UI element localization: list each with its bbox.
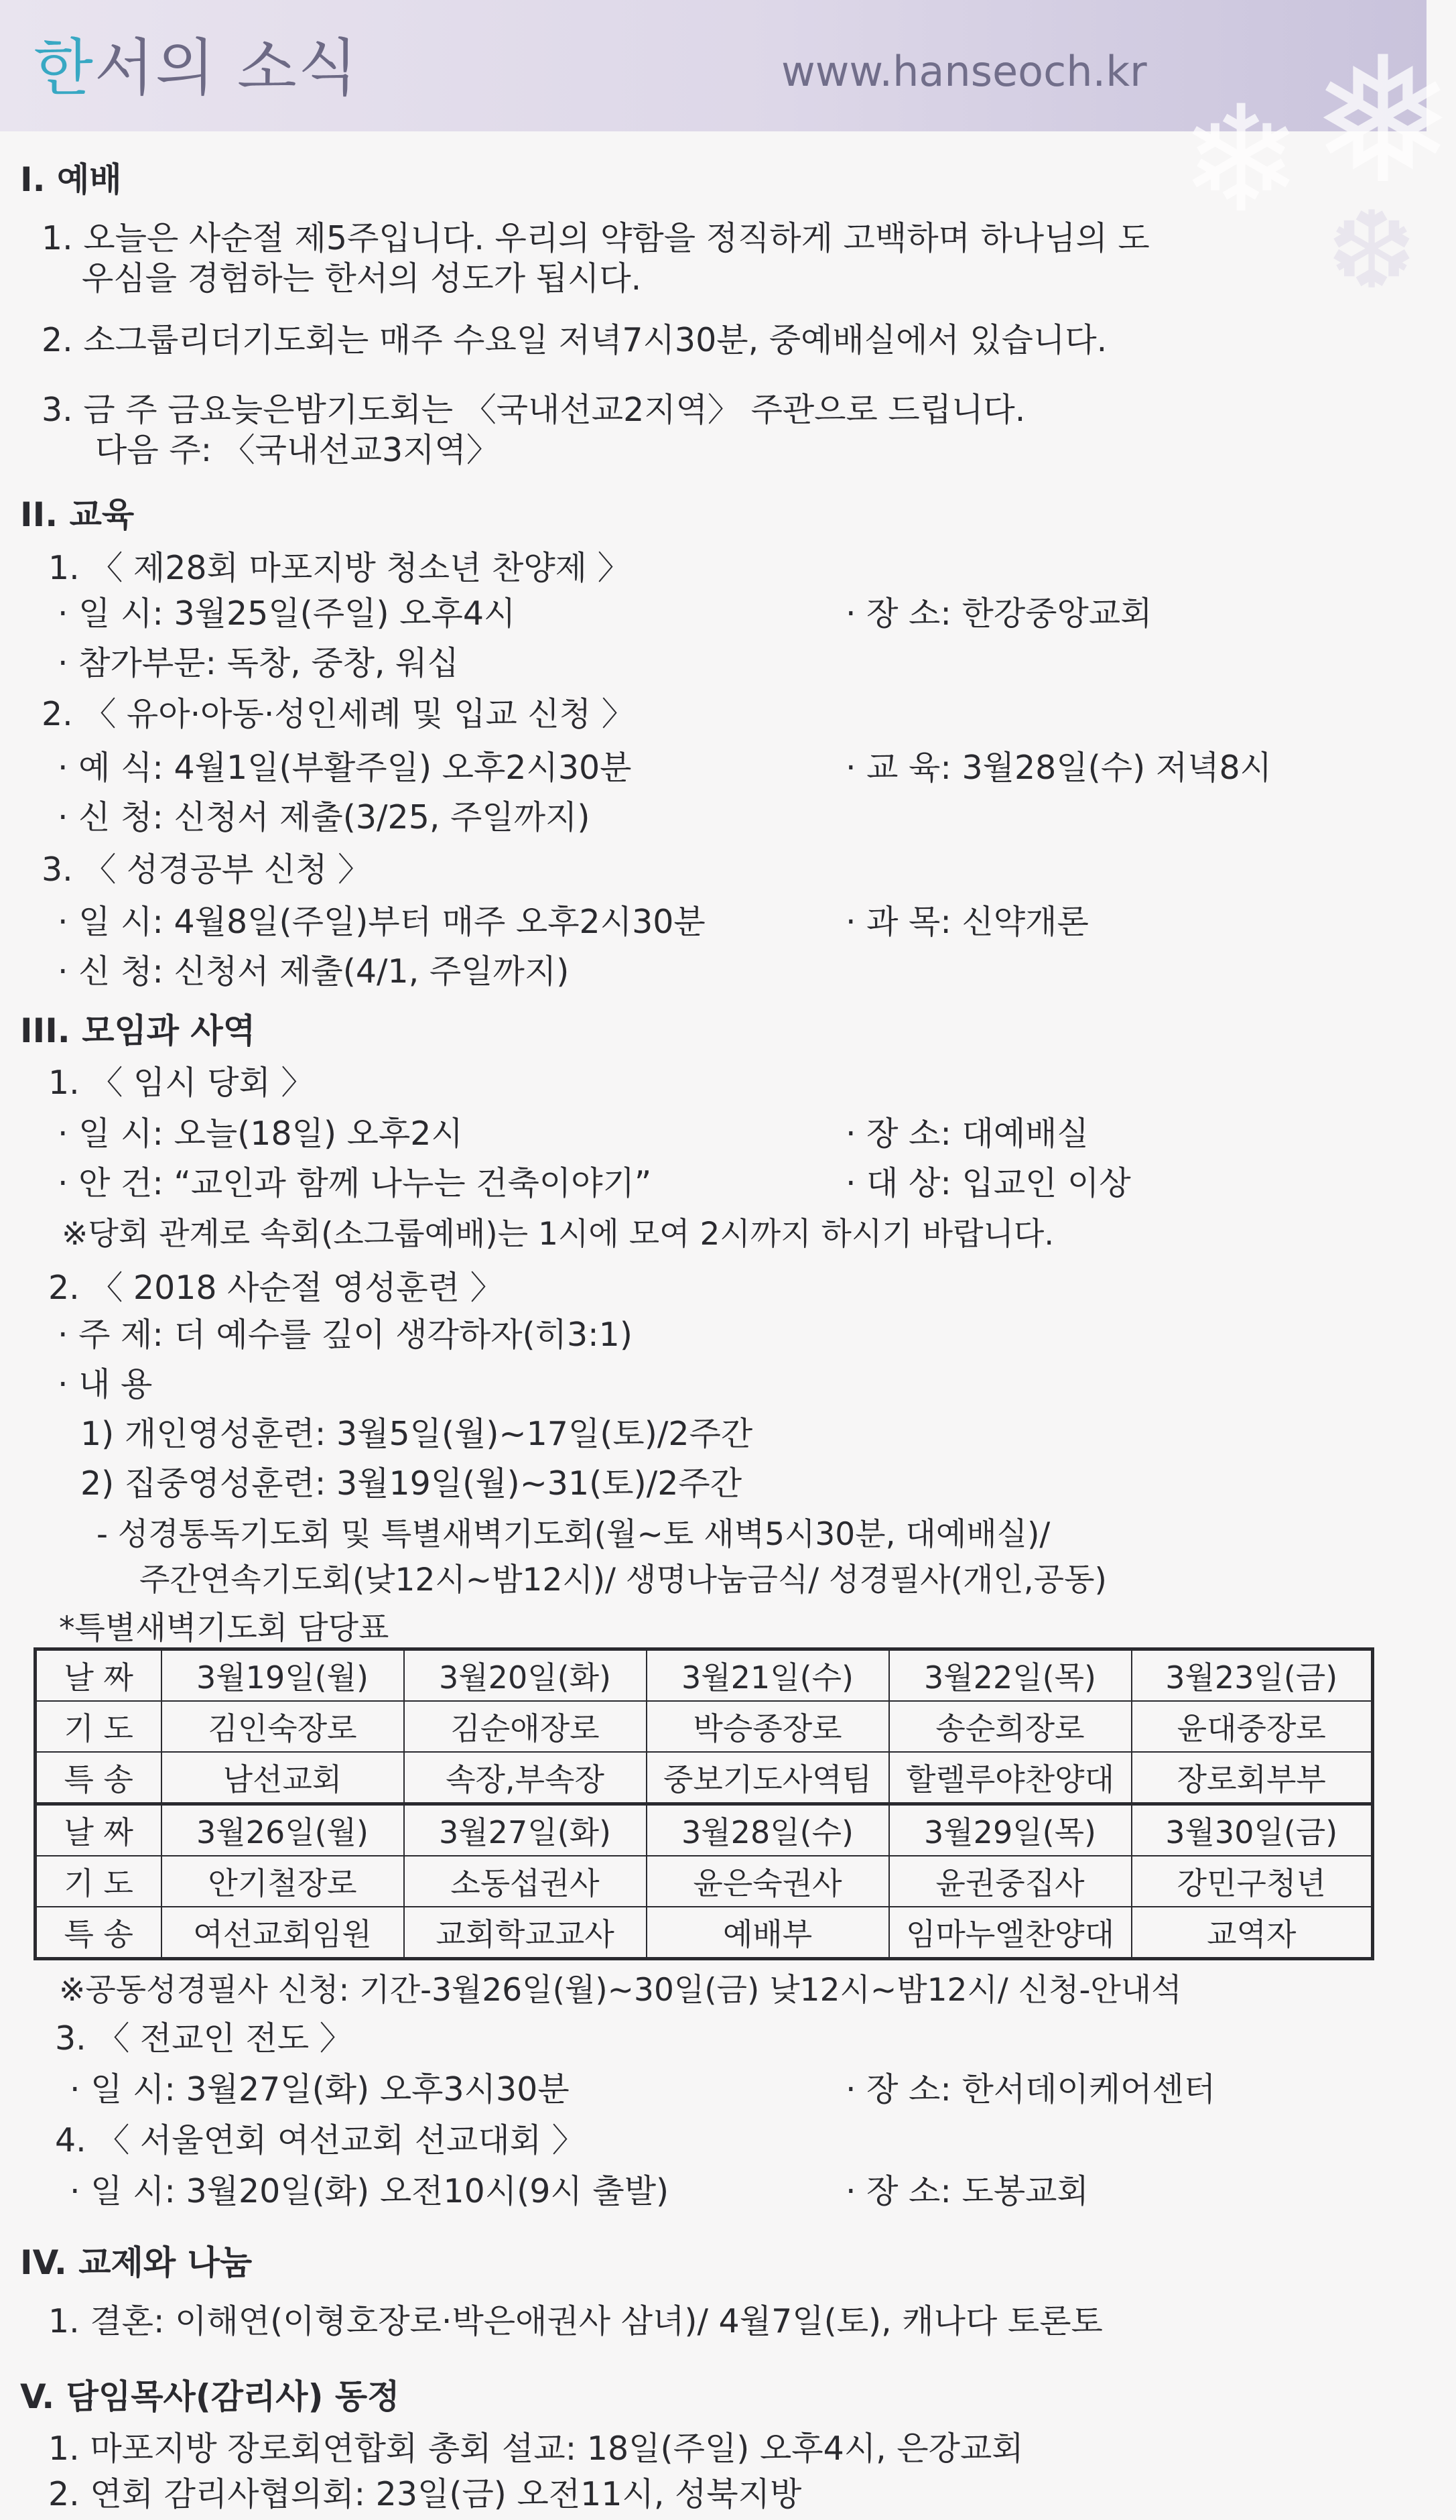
ministry-item-1-title: 1. 〈 임시 당회 〉	[48, 1064, 314, 1102]
table-row	[36, 1649, 1373, 1702]
education-item-3-title: 3. 〈 성경공부 신청 〉	[42, 850, 371, 889]
row-header-date: 날 짜	[36, 1804, 161, 1856]
table-cell: 교회학교교사	[404, 1907, 647, 1959]
worship-item-3-cont: 다음 주: 〈국내선교3지역〉	[95, 431, 499, 469]
table-cell: 3월26일(월)	[161, 1804, 404, 1856]
worship-item-2: 2. 소그룹리더기도회는 매주 수요일 저녁7시30분, 중예배실에서 있습니다.	[42, 321, 1108, 359]
education-item-1-part: · 참가부문: 독창, 중창, 워십	[58, 644, 459, 682]
ministry-item-1-date: · 일 시: 오늘(18일) 오후2시	[58, 1115, 463, 1153]
worship-item-3: 3. 금 주 금요늦은밤기도회는 〈국내선교2지역〉 주관으로 드립니다.	[42, 391, 1026, 429]
table-row	[36, 1701, 1373, 1752]
table-cell: 임마누엘찬양대	[889, 1907, 1132, 1959]
ministry-item-2-sub-1: 1) 개인영성훈련: 3월5일(월)~17일(토)/2주간	[80, 1415, 753, 1453]
education-item-3-subject: · 과 목: 신약개론	[846, 903, 1089, 941]
education-item-1-title: 1. 〈 제28회 마포지방 청소년 찬양제 〉	[48, 549, 631, 587]
newsletter-title: 한서의 소식	[34, 32, 359, 104]
ministry-item-1-target: · 대 상: 입교인 이상	[846, 1164, 1131, 1202]
education-item-1-place: · 장 소: 한강중앙교회	[846, 594, 1152, 633]
ministry-item-4-place: · 장 소: 도봉교회	[846, 2172, 1089, 2210]
table-cell: 장로회부부	[1132, 1752, 1373, 1804]
bible-copy-note: ※공동성경필사 신청: 기간-3월26일(월)~30일(금) 낮12시~밤12시/ 신청-안내석	[59, 1972, 1182, 2009]
education-item-2-rite: · 예 식: 4월1일(부활주일) 오후2시30분	[58, 749, 632, 787]
table-cell: 예배부	[647, 1907, 889, 1959]
snowflake-icon: ❅	[1310, 20, 1456, 223]
education-item-2-edu: · 교 육: 3월28일(수) 저녁8시	[846, 749, 1272, 787]
table-cell: 할렐루야찬양대	[889, 1752, 1132, 1804]
ministry-item-2-title: 2. 〈 2018 사순절 영성훈련 〉	[48, 1269, 503, 1307]
table-row	[36, 1804, 1373, 1856]
section-education-title: II. 교육	[20, 495, 135, 534]
table-cell: 김인숙장로	[161, 1701, 404, 1752]
table-cell: 윤대중장로	[1132, 1701, 1373, 1752]
education-item-3-date: · 일 시: 4월8일(주일)부터 매주 오후2시30분	[58, 903, 706, 941]
table-cell: 송순희장로	[889, 1701, 1132, 1752]
table-cell: 박승종장로	[647, 1701, 889, 1752]
ministry-item-2-content: · 내 용	[58, 1365, 153, 1403]
table-cell: 소동섭권사	[404, 1856, 647, 1907]
education-item-3-apply: · 신 청: 신청서 제출(4/1, 주일까지)	[58, 952, 570, 991]
table-row	[36, 1752, 1373, 1804]
snowflake-icon: ❄	[1179, 74, 1303, 245]
ministry-item-4-title: 4. 〈 서울연회 여선교회 선교대회 〉	[55, 2121, 585, 2159]
education-item-1-date: · 일 시: 3월25일(주일) 오후4시	[58, 594, 516, 633]
ministry-item-4-date: · 일 시: 3월20일(화) 오전10시(9시 출발)	[70, 2172, 669, 2210]
schedule-caption: *특별새벽기도회 담당표	[59, 1610, 389, 1647]
ministry-item-2-detail: - 성경통독기도회 및 특별새벽기도회(월~토 새벽5시30분, 대예배실)/	[96, 1516, 1051, 1553]
table-cell: 3월20일(화)	[404, 1649, 647, 1702]
table-cell: 김순애장로	[404, 1701, 647, 1752]
ministry-item-3-date: · 일 시: 3월27일(화) 오후3시30분	[70, 2070, 570, 2108]
worship-item-1-cont: 우심을 경험하는 한서의 성도가 됩시다.	[82, 259, 642, 298]
snowflake-icon: ❆	[1327, 188, 1417, 313]
table-cell: 3월21일(수)	[647, 1649, 889, 1702]
table-row	[36, 1856, 1373, 1907]
row-header-music: 특 송	[36, 1752, 161, 1804]
ministry-item-1-note: ※당회 관계로 속회(소그룹예배)는 1시에 모여 2시까지 하시기 바랍니다.	[62, 1216, 1055, 1253]
table-cell: 속장,부속장	[404, 1752, 647, 1804]
ministry-item-2-theme: · 주 제: 더 예수를 깊이 생각하자(히3:1)	[58, 1316, 633, 1354]
table-cell: 3월22일(목)	[889, 1649, 1132, 1702]
row-header-prayer: 기 도	[36, 1856, 161, 1907]
ministry-item-2-sub-2: 2) 집중영성훈련: 3월19일(월)~31(토)/2주간	[80, 1464, 742, 1503]
pastor-item-2: 2. 연회 감리사협의회: 23일(금) 오전11시, 성북지방	[48, 2475, 802, 2513]
website-link[interactable]: www.hanseoch.kr	[781, 47, 1147, 96]
ministry-item-3-place: · 장 소: 한서데이케어센터	[846, 2070, 1216, 2108]
section-ministry-title: III. 모임과 사역	[20, 1011, 256, 1050]
ministry-item-1-place: · 장 소: 대예배실	[846, 1115, 1089, 1153]
row-header-date: 날 짜	[36, 1649, 161, 1702]
section-fellowship-title: IV. 교제와 나눔	[20, 2243, 253, 2282]
education-item-2-title: 2. 〈 유아·아동·성인세례 및 입교 신청 〉	[42, 695, 635, 733]
table-cell: 안기철장로	[161, 1856, 404, 1907]
table-cell: 3월30일(금)	[1132, 1804, 1373, 1856]
ministry-item-2-detail-cont: 주간연속기도회(낮12시~밤12시)/ 생명나눔금식/ 성경필사(개인,공동)	[139, 1562, 1107, 1598]
pastor-item-1: 1. 마포지방 장로회연합회 총회 설교: 18일(주일) 오후4시, 은강교회	[48, 2430, 1024, 2468]
ministry-item-3-title: 3. 〈 전교인 전도 〉	[55, 2019, 352, 2058]
education-item-2-apply: · 신 청: 신청서 제출(3/25, 주일까지)	[58, 798, 590, 836]
table-row	[36, 1907, 1373, 1959]
table-cell: 3월29일(목)	[889, 1804, 1132, 1856]
row-header-prayer: 기 도	[36, 1701, 161, 1752]
ministry-item-1-agenda: · 안 건: “교인과 함께 나누는 건축이야기”	[58, 1164, 652, 1202]
fellowship-item-1: 1. 결혼: 이해연(이형호장로·박은애권사 삼녀)/ 4월7일(토), 캐나다 토론토	[48, 2302, 1103, 2340]
table-cell: 3월23일(금)	[1132, 1649, 1373, 1702]
table-cell: 여선교회임원	[161, 1907, 404, 1959]
row-header-music: 특 송	[36, 1907, 161, 1959]
table-cell: 교역자	[1132, 1907, 1373, 1959]
table-cell: 윤권중집사	[889, 1856, 1132, 1907]
table-cell: 3월19일(월)	[161, 1649, 404, 1702]
section-pastor-title: V. 담임목사(감리사) 동정	[20, 2377, 400, 2416]
table-cell: 윤은숙권사	[647, 1856, 889, 1907]
section-worship-title: I. 예배	[20, 160, 122, 199]
dawn-prayer-schedule-table	[34, 1647, 1374, 1960]
table-cell: 3월28일(수)	[647, 1804, 889, 1856]
table-cell: 남선교회	[161, 1752, 404, 1804]
table-cell: 중보기도사역팀	[647, 1752, 889, 1804]
table-cell: 3월27일(화)	[404, 1804, 647, 1856]
table-cell: 강민구청년	[1132, 1856, 1373, 1907]
worship-item-1: 1. 오늘은 사순절 제5주입니다. 우리의 약함을 정직하게 고백하며 하나님의 도	[42, 219, 1150, 257]
